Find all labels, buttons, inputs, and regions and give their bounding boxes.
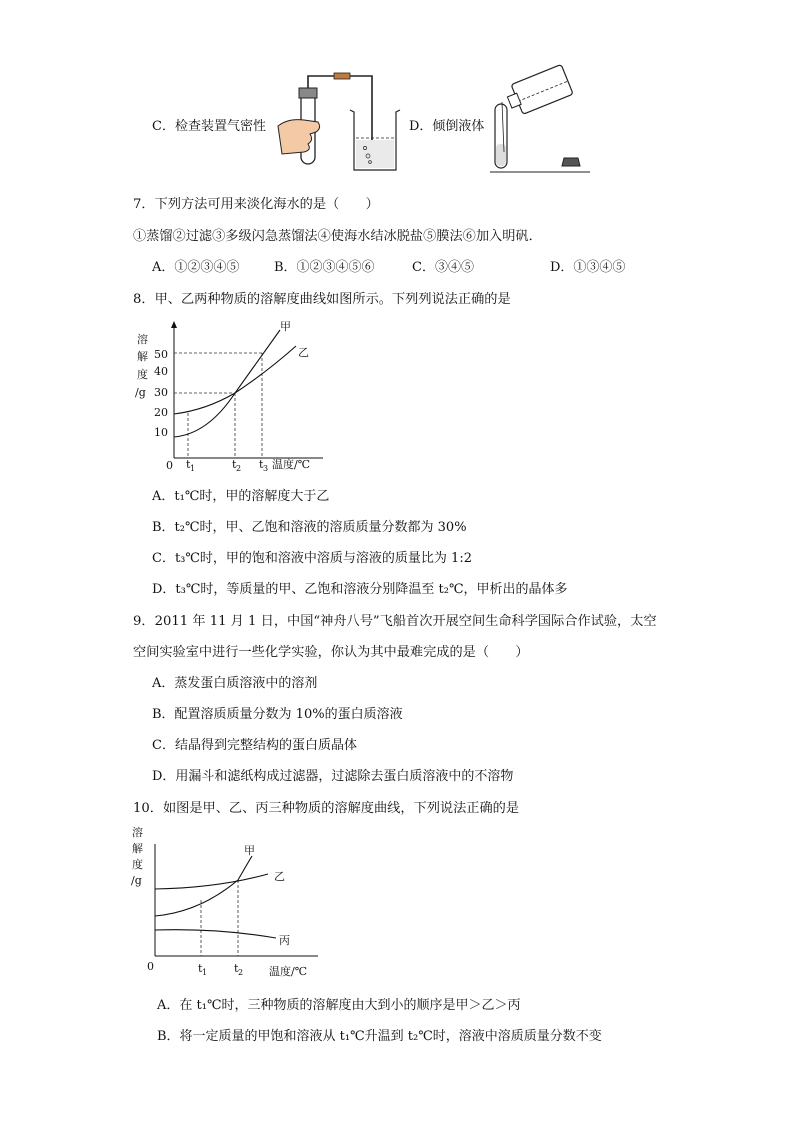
q6-option-c-label: C．检查装置气密性 <box>152 119 266 134</box>
q8-ylabel-3: 度 <box>137 368 148 381</box>
q10-ylabel-2: 解 <box>132 842 143 855</box>
q8-series-jia: 甲 <box>280 320 291 333</box>
q8-stem: 8．甲、乙两种物质的溶解度曲线如图所示。下列列说法正确的是 <box>133 292 511 307</box>
q7-option-a: A．①②③④⑤ <box>152 260 240 275</box>
q10-solubility-chart <box>128 822 328 982</box>
q8-ylabel-1: 溶 <box>137 333 148 346</box>
q10-origin: 0 <box>147 960 154 973</box>
q9-option-d: D．用漏斗和滤纸构成过滤器，过滤除去蛋白质溶液中的不溶物 <box>152 769 514 784</box>
q9-option-c: C．结晶得到完整结构的蛋白质晶体 <box>152 738 357 753</box>
q8-xtick-t1-sub: 1 <box>190 464 196 473</box>
q10-stem: 10．如图是甲、乙、丙三种物质的溶解度曲线，下列说法正确的是 <box>133 801 520 816</box>
q10-xtick-t2-sub: 2 <box>238 968 244 977</box>
q8-option-d: D．t₃℃时，等质量的甲、乙饱和溶液分别降温至 t₂℃，甲析出的晶体多 <box>152 582 568 597</box>
q8-option-b: B．t₂℃时，甲、乙饱和溶液的溶质质量分数都为 30% <box>152 520 467 535</box>
q10-xtick-t1: t <box>198 962 203 975</box>
q7-stem: 7．下列方法可用来淡化海水的是（ ） <box>133 197 379 212</box>
q8-option-a: A．t₁℃时，甲的溶解度大于乙 <box>152 489 330 504</box>
q8-ytick-10: 10 <box>154 426 168 439</box>
q8-ytick-50: 50 <box>154 348 168 361</box>
q10-curve-bing <box>155 930 276 938</box>
q7-option-b: B．①②③④⑤⑥ <box>274 260 375 275</box>
q9-option-a: A．蒸发蛋白质溶液中的溶剂 <box>152 676 318 691</box>
q10-ylabel-1: 溶 <box>132 826 143 839</box>
q9-stem-line1: 9．2011 年 11 月 1 日，中国“神舟八号”飞船首次开展空间生命科学国际合作试验，太空 <box>133 614 657 629</box>
q10-xlabel: 温度/℃ <box>269 965 308 978</box>
q8-series-yi: 乙 <box>298 346 309 359</box>
q7-option-d: D．①③④⑤ <box>550 260 626 275</box>
q10-option-b: B．将一定质量的甲饱和溶液从 t₁℃升温到 t₂℃时，溶液中溶质质量分数不变 <box>157 1029 602 1044</box>
q8-xlabel: 温度/℃ <box>272 458 311 471</box>
q8-xtick-t3: t <box>259 458 264 471</box>
q8-xtick-t2: t <box>232 458 237 471</box>
q10-ylabel-3: 度 <box>132 858 143 871</box>
q10-series-bing: 丙 <box>279 934 290 947</box>
pouring-liquid-illustration <box>486 62 596 176</box>
q8-option-c: C．t₃℃时，甲的饱和溶液中溶质与溶液的质量比为 1:2 <box>152 551 472 566</box>
q9-stem-line2: 空间实验室中进行一些化学实验，你认为其中最难完成的是（ ） <box>133 645 529 660</box>
q8-ylabel-2: 解 <box>137 350 148 363</box>
q8-ytick-40: 40 <box>154 365 168 378</box>
q8-xtick-t3-sub: 3 <box>263 464 269 473</box>
q10-series-yi: 乙 <box>274 870 285 883</box>
q10-ylabel-4: /g <box>131 874 142 887</box>
q8-solubility-chart <box>128 316 338 476</box>
airtightness-check-illustration <box>270 68 406 176</box>
q10-series-jia: 甲 <box>244 844 255 857</box>
q9-option-b: B．配置溶质质量分数为 10%的蛋白质溶液 <box>152 707 403 722</box>
q7-methods: ①蒸馏②过滤③多级闪急蒸馏法④使海水结冰脱盐⑤膜法⑥加入明矾． <box>133 229 542 244</box>
q10-option-a: A．在 t₁℃时，三种物质的溶解度由大到小的顺序是甲＞乙＞丙 <box>157 998 521 1013</box>
q8-ytick-20: 20 <box>154 406 168 419</box>
q10-xtick-t2: t <box>234 962 239 975</box>
q8-ylabel-4: /g <box>135 386 146 399</box>
q8-xtick-t1: t <box>186 458 191 471</box>
q8-ytick-30: 30 <box>154 386 168 399</box>
q10-xtick-t1-sub: 1 <box>202 968 208 977</box>
q8-xtick-t2-sub: 2 <box>236 464 242 473</box>
q10-curve-yi <box>155 874 268 889</box>
q8-origin: 0 <box>166 459 173 472</box>
q8-curve-jia <box>174 330 280 437</box>
q6-option-d-label: D．倾倒液体 <box>409 119 485 134</box>
q7-option-c: C．③④⑤ <box>412 260 474 275</box>
